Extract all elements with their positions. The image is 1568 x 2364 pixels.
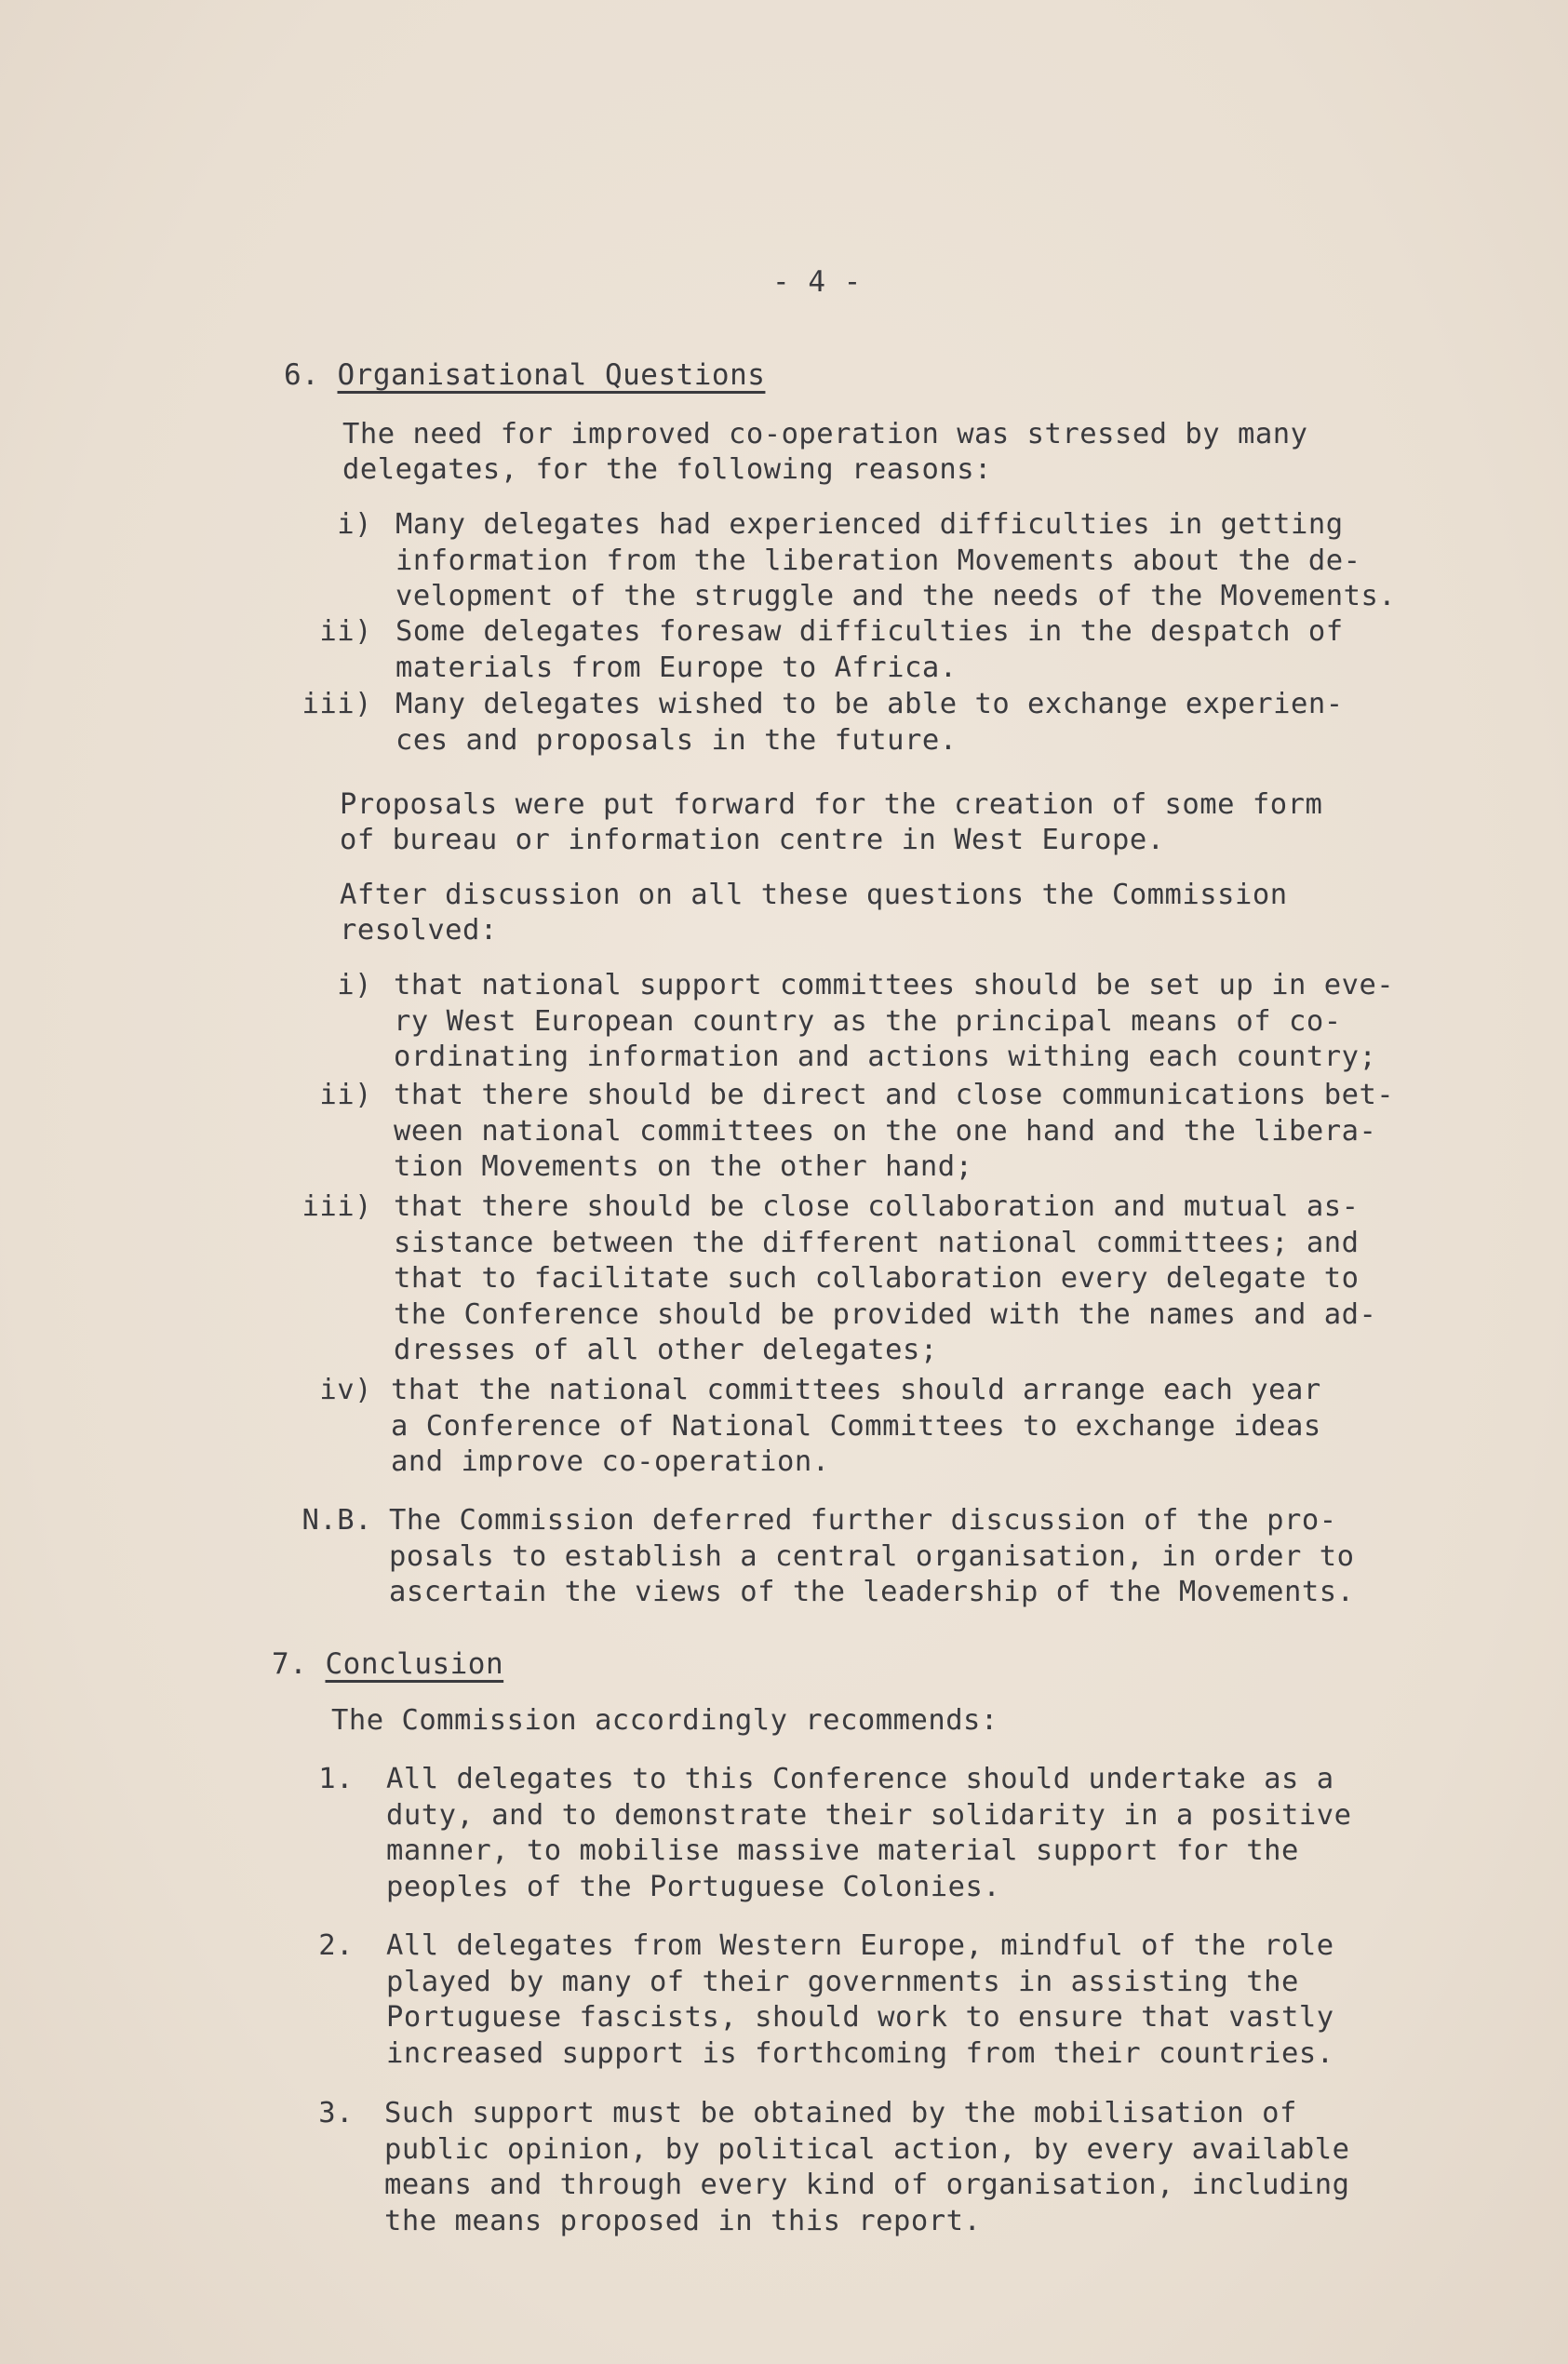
list-line: Portuguese fascists, should work to ensure that vastly bbox=[386, 2001, 1334, 2034]
list-line: Many delegates wished to be able to exchange experien- bbox=[395, 688, 1344, 720]
list-line: that the national committees should arrange each year bbox=[391, 1374, 1321, 1406]
section-6-heading bbox=[284, 358, 765, 392]
list-line: Many delegates had experienced difficulties in getting bbox=[395, 508, 1344, 541]
list-line: tion Movements on the other hand; bbox=[394, 1150, 973, 1183]
list-marker: iii) bbox=[302, 688, 372, 720]
list-line: duty, and to demonstrate their solidarity in a positive bbox=[386, 1798, 1352, 1832]
section-6-intro bbox=[342, 417, 1307, 488]
list-line: peoples of the Portuguese Colonies. bbox=[386, 1870, 1001, 1903]
list-line: that there should be close collaboration and mutual as- bbox=[394, 1190, 1360, 1223]
list-marker: iv) bbox=[319, 1374, 372, 1406]
list-line: ween national committees on the one hand and the libera- bbox=[394, 1114, 1377, 1148]
list-marker: 2. bbox=[318, 1929, 354, 1962]
list-line: that national support committees should be set up in eve- bbox=[394, 969, 1395, 1001]
list-line: and improve co-operation. bbox=[391, 1445, 830, 1478]
list-line: a Conference of National Committees to exchange ideas bbox=[391, 1409, 1321, 1443]
list-line: manner, to mobilise massive material support for the bbox=[386, 1834, 1299, 1867]
resolved-intro bbox=[340, 878, 1288, 948]
list-marker: ii) bbox=[319, 615, 372, 648]
section-7-heading bbox=[272, 1647, 503, 1681]
note-line: The Commission deferred further discussion of the pro- bbox=[389, 1504, 1337, 1537]
list-line: the Conference should be provided with the names and ad- bbox=[394, 1297, 1377, 1331]
list-line: velopment of the struggle and the needs of the Movements. bbox=[395, 580, 1397, 612]
list-line: dresses of all other delegates; bbox=[394, 1334, 938, 1366]
list-line: ces and proposals in the future. bbox=[395, 723, 958, 757]
intro-line: delegates, for the following reasons: bbox=[342, 453, 992, 486]
list-line: ordinating information and actions withing each country; bbox=[394, 1041, 1377, 1073]
list-marker: i) bbox=[337, 508, 372, 541]
section-6-title: Organisational Questions bbox=[337, 358, 766, 392]
list-marker: iii) bbox=[302, 1190, 372, 1223]
list-line: means and through every kind of organisation, including bbox=[384, 2169, 1350, 2201]
intro-line: The need for improved co-operation was stressed by many bbox=[342, 418, 1308, 450]
list-line: the means proposed in this report. bbox=[384, 2204, 982, 2237]
note-line: posals to establish a central organisation, in order to bbox=[389, 1539, 1355, 1573]
list-line: sistance between the different national committees; and bbox=[394, 1226, 1360, 1259]
list-marker: 3. bbox=[318, 2097, 354, 2129]
section-6-number: 6. bbox=[284, 358, 320, 392]
list-marker: ii) bbox=[319, 1079, 372, 1111]
proposals-paragraph bbox=[340, 787, 1322, 858]
list-marker: 1. bbox=[318, 1763, 354, 1795]
page-number: - 4 - bbox=[772, 265, 862, 299]
list-line: that there should be direct and close communications bet- bbox=[394, 1079, 1395, 1111]
paragraph-line: resolved: bbox=[340, 914, 498, 947]
paragraph-line: of bureau or information centre in West Europe. bbox=[340, 824, 1165, 856]
section-7-number: 7. bbox=[272, 1647, 308, 1681]
list-line: played by many of their governments in assisting the bbox=[386, 1965, 1299, 1998]
list-line: Some delegates foresaw difficulties in the despatch of bbox=[395, 615, 1344, 648]
section-7-title: Conclusion bbox=[325, 1647, 504, 1681]
list-line: All delegates from Western Europe, mindful of the role bbox=[386, 1929, 1334, 1962]
paragraph-line: After discussion on all these questions the Commission bbox=[340, 879, 1288, 911]
list-line: All delegates to this Conference should undertake as a bbox=[386, 1763, 1334, 1795]
list-line: materials from Europe to Africa. bbox=[395, 651, 958, 684]
nb-marker: N.B. bbox=[302, 1504, 372, 1537]
list-line: that to facilitate such collaboration every delegate to bbox=[394, 1262, 1360, 1295]
list-line: public opinion, by political action, by every available bbox=[384, 2132, 1350, 2166]
list-line: ry West European country as the principal means of co- bbox=[394, 1004, 1342, 1038]
list-line: Such support must be obtained by the mobilisation of bbox=[384, 2097, 1297, 2129]
list-marker: i) bbox=[337, 969, 372, 1001]
paragraph-line: Proposals were put forward for the creation of some form bbox=[340, 788, 1323, 821]
paragraph-line: The Commission accordingly recommends: bbox=[331, 1704, 998, 1737]
list-line: increased support is forthcoming from their countries. bbox=[386, 2036, 1334, 2070]
note-line: ascertain the views of the leadership of the Movements. bbox=[389, 1576, 1355, 1608]
section-7-intro bbox=[331, 1703, 998, 1739]
list-line: information from the liberation Movements about the de- bbox=[395, 544, 1361, 577]
